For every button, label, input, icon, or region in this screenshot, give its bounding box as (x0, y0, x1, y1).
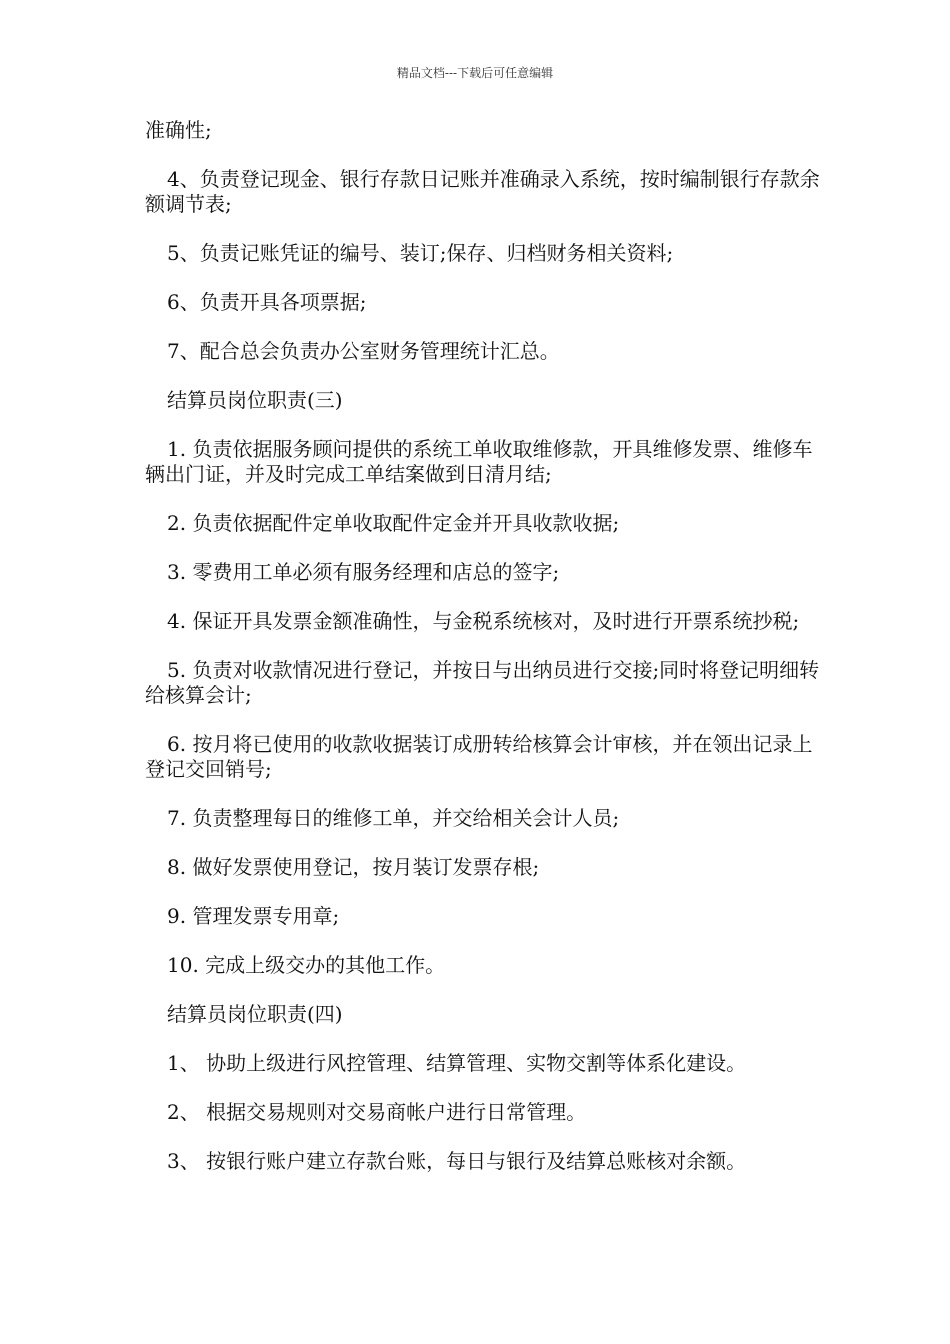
paragraph-duty-4: 4. 保证开具发票金额准确性，与金税系统核对，及时进行开票系统抄税; (167, 609, 800, 633)
paragraph-duty-2: 2. 负责依据配件定单收取配件定金并开具收款收据; (167, 511, 620, 535)
paragraph-item-7: 7、配合总会负责办公室财务管理统计汇总。 (167, 339, 560, 363)
paragraph-duty-3: 3. 零费用工单必须有服务经理和店总的签字; (167, 560, 560, 584)
paragraph-duty-5: 5. 负责对收款情况进行登记，并按日与出纳员进行交接;同时将登记明细转给核算会计; (145, 658, 820, 707)
paragraph-continuation: 准确性; (145, 118, 212, 142)
section-heading-three: 结算员岗位职责(三) (167, 388, 343, 412)
paragraph-task-2: 2、 根据交易规则对交易商帐户进行日常管理。 (167, 1100, 587, 1124)
paragraph-duty-8: 8. 做好发票使用登记，按月装订发票存根; (167, 855, 540, 879)
paragraph-item-4: 4、负责登记现金、银行存款日记账并准确录入系统，按时编制银行存款余额调节表; (145, 167, 820, 216)
paragraph-duty-10: 10. 完成上级交办的其他工作。 (167, 953, 446, 977)
paragraph-duty-1: 1. 负责依据服务顾问提供的系统工单收取维修款，开具维修发票、维修车辆出门证，并及时完成工单结案做到日清月结; (145, 437, 813, 486)
paragraph-task-3: 3、 按银行账户建立存款台账，每日与银行及结算总账核对余额。 (167, 1149, 747, 1173)
paragraph-task-1: 1、 协助上级进行风控管理、结算管理、实物交割等体系化建设。 (167, 1051, 747, 1075)
paragraph-item-5: 5、负责记账凭证的编号、装订;保存、归档财务相关资料; (167, 241, 674, 265)
paragraph-duty-6: 6. 按月将已使用的收款收据装订成册转给核算会计审核，并在领出记录上登记交回销号; (145, 732, 813, 781)
section-heading-four: 结算员岗位职责(四) (167, 1002, 343, 1026)
paragraph-item-6: 6、负责开具各项票据; (167, 290, 367, 314)
document-body (145, 118, 820, 1198)
paragraph-duty-7: 7. 负责整理每日的维修工单，并交给相关会计人员; (167, 806, 620, 830)
page-header: 精品文档---下载后可任意编辑 (396, 66, 554, 80)
paragraph-duty-9: 9. 管理发票专用章; (167, 904, 340, 928)
